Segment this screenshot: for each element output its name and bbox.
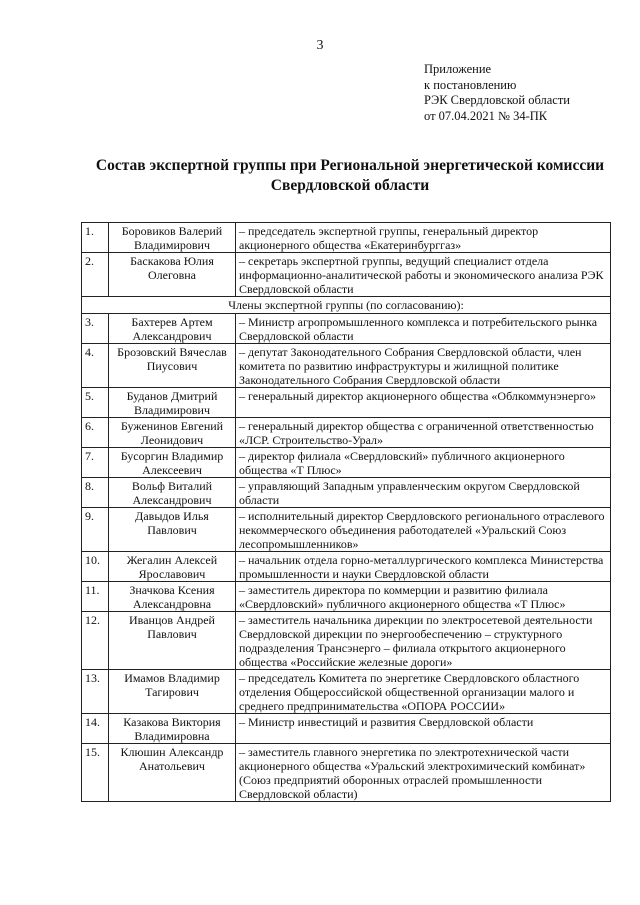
member-patronymic: Тагирович [145, 685, 199, 699]
member-name [109, 582, 236, 612]
member-number: 8. [82, 478, 109, 508]
member-name [109, 253, 236, 297]
member-role: – исполнительный директор Свердловского регионального отраслевого некоммерческого объединения работодателей «Уральский Союз лесопромышленников» [236, 508, 611, 552]
member-number: 11. [82, 582, 109, 612]
member-surname: Баскакова Юлия [130, 254, 214, 268]
member-role: – секретарь экспертной группы, ведущий специалист отдела информационно-аналитической работы и экономического анализа РЭК Свердловской области [236, 253, 611, 297]
member-patronymic: Олеговна [147, 268, 197, 282]
member-number: 5. [82, 388, 109, 418]
member-number: 2. [82, 253, 109, 297]
table-row [82, 744, 611, 802]
appendix-line: от 07.04.2021 № 34-ПК [424, 108, 548, 123]
member-surname: Вольф Виталий [131, 479, 213, 493]
title-line: Состав экспертной группы при Региональной энергетической комиссии [95, 157, 605, 174]
member-role: – директор филиала «Свердловский» публичного акционерного общества «Т Плюс» [236, 448, 611, 478]
member-role: – Министр агропромышленного комплекса и потребительского рынка Свердловской области [236, 314, 611, 344]
member-name [109, 478, 236, 508]
member-role: – генеральный директор общества с ограниченной ответственностью «ЛСР. Строительство-Урал» [236, 418, 611, 448]
member-role: – генеральный директор акционерного общества «Облкоммунэнерго» [236, 388, 611, 418]
member-surname: Иванцов Андрей [129, 613, 215, 627]
member-patronymic: Александровна [132, 597, 212, 611]
document-title [60, 156, 640, 196]
member-patronymic: Леонидович [140, 433, 204, 447]
member-name [109, 388, 236, 418]
member-surname: Буданов Дмитрий [126, 389, 218, 403]
member-name [109, 223, 236, 253]
table-row [82, 670, 611, 714]
member-name [109, 744, 236, 802]
table-row [82, 582, 611, 612]
member-patronymic: Павлович [147, 523, 197, 537]
member-patronymic: Владимирович [134, 238, 210, 252]
table-row [82, 223, 611, 253]
member-surname: Казакова Виктория [123, 715, 221, 729]
member-number: 7. [82, 448, 109, 478]
member-number: 14. [82, 714, 109, 744]
table-row [82, 552, 611, 582]
member-number: 6. [82, 418, 109, 448]
section-header: Члены экспертной группы (по согласованию): [82, 297, 611, 314]
appendix-line: Приложение [424, 62, 492, 76]
member-surname: Боровиков Валерий [121, 224, 223, 238]
member-surname: Имамов Владимир [124, 671, 220, 685]
table-row [82, 418, 611, 448]
table-body [82, 223, 611, 802]
member-number: 1. [82, 223, 109, 253]
table-row [82, 612, 611, 670]
member-name [109, 508, 236, 552]
appendix-note [424, 62, 570, 124]
member-surname: Клюшин Александр [120, 745, 224, 759]
member-role: – заместитель директора по коммерции и развитию филиала «Свердловский» публичного акционерного общества «Т Плюс» [236, 582, 611, 612]
table-row [82, 253, 611, 297]
member-number: 10. [82, 552, 109, 582]
member-role: – заместитель начальника дирекции по электросетевой деятельности Свердловской дирекции по энергообеспечению – структурного подразделения Трансэнерго – филиала открытого акционерного общества «Российские железные дороги» [236, 612, 611, 670]
member-role: – Министр инвестиций и развития Свердловской области [236, 714, 611, 744]
appendix-line: РЭК Свердловской области [424, 93, 570, 107]
member-surname: Брозовский Вячеслав [117, 345, 227, 359]
member-number: 9. [82, 508, 109, 552]
member-name [109, 314, 236, 344]
table-row [82, 714, 611, 744]
table-row [82, 478, 611, 508]
member-patronymic: Анатольевич [139, 759, 205, 773]
member-number: 3. [82, 314, 109, 344]
member-role: – председатель экспертной группы, генеральный директор акционерного общества «Екатеринбурггаз» [236, 223, 611, 253]
section-header-row [82, 297, 611, 314]
table-row [82, 508, 611, 552]
member-patronymic: Александрович [132, 493, 212, 507]
member-number: 12. [82, 612, 109, 670]
member-surname: Бусоргин Владимир [120, 449, 224, 463]
member-role: – депутат Законодательного Собрания Свердловской области, член комитета по развитию инфраструктуры и жилищной политике Законодательного Собрания Свердловской области [236, 344, 611, 388]
member-role: – управляющий Западным управленческим округом Свердловской области [236, 478, 611, 508]
member-name [109, 714, 236, 744]
member-patronymic: Владимировна [134, 729, 210, 743]
expert-group-table [81, 222, 611, 802]
member-name [109, 670, 236, 714]
member-name [109, 344, 236, 388]
member-role: – председатель Комитета по энергетике Свердловского областного отделения Общероссийской общественной организации малого и среднего предпринимательства «ОПОРА РОССИИ» [236, 670, 611, 714]
member-surname: Буженинов Евгений [120, 419, 224, 433]
member-number: 15. [82, 744, 109, 802]
member-role: – начальник отдела горно-металлургического комплекса Министерства промышленности и науки Свердловской области [236, 552, 611, 582]
member-patronymic: Владимирович [134, 403, 210, 417]
member-name [109, 448, 236, 478]
title-line: Свердловской области [270, 177, 430, 194]
member-name [109, 418, 236, 448]
member-patronymic: Ярославович [138, 567, 206, 581]
member-role: – заместитель главного энергетика по электротехнической части акционерного общества «Уральский электрохимический комбинат» (Союз предприятий оборонных отраслей промышленности Свердловской области) [236, 744, 611, 802]
page-number: 3 [316, 38, 324, 53]
member-patronymic: Пиусович [146, 359, 198, 373]
member-surname: Бахтерев Артем [131, 315, 213, 329]
member-patronymic: Александрович [132, 329, 212, 343]
member-patronymic: Алексеевич [142, 463, 202, 477]
member-name [109, 612, 236, 670]
member-patronymic: Павлович [147, 627, 197, 641]
member-surname: Давыдов Илья [135, 509, 209, 523]
table-row [82, 344, 611, 388]
member-number: 13. [82, 670, 109, 714]
member-surname: Значкова Ксения [129, 583, 215, 597]
member-name [109, 552, 236, 582]
table-row [82, 448, 611, 478]
table-row [82, 314, 611, 344]
member-number: 4. [82, 344, 109, 388]
member-surname: Жегалин Алексей [126, 553, 218, 567]
appendix-line: к постановлению [424, 77, 517, 92]
table-row [82, 388, 611, 418]
